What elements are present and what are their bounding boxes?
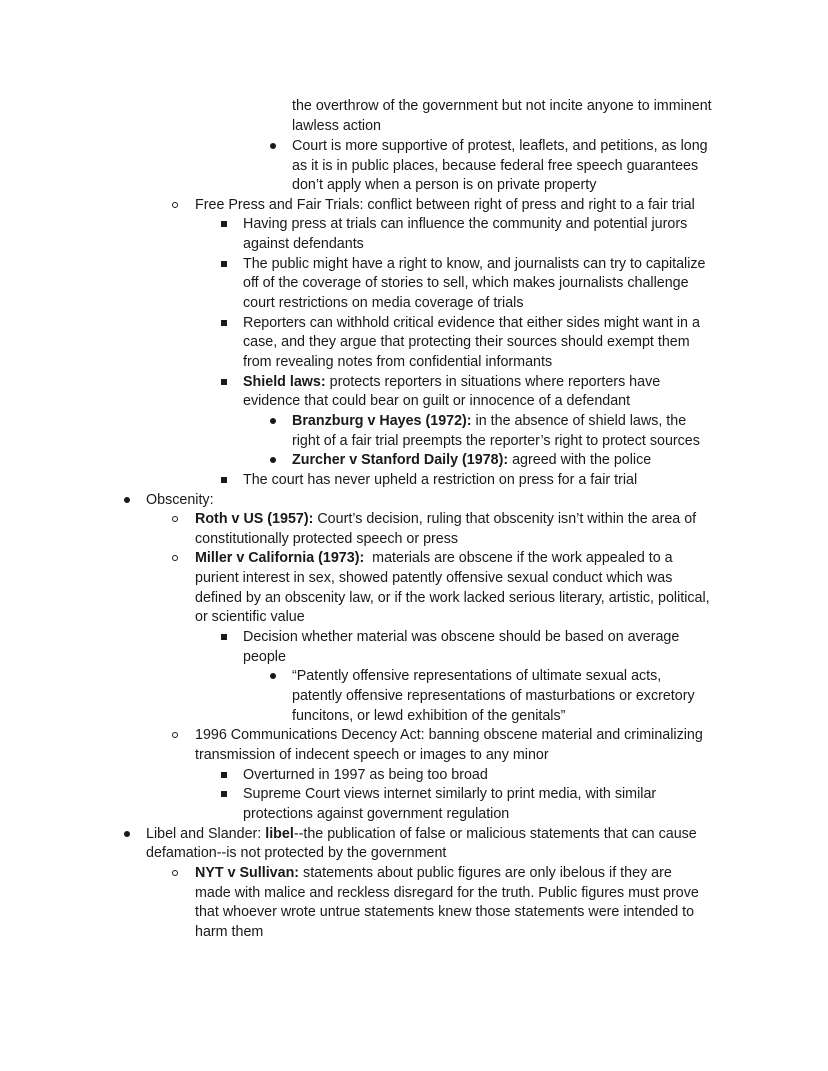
section-heading: Obscenity: <box>146 492 214 508</box>
text-line: purient interest in sex, showed patently offensive sexual conduct which was <box>195 570 673 586</box>
term-label: libel <box>265 826 294 842</box>
text-line: “Patently offensive representations of ultimate sexual acts, <box>292 668 662 684</box>
text-line: court restrictions on media coverage of trials <box>243 295 524 311</box>
bullet-dot-icon <box>263 666 283 686</box>
text-line: protections against government regulation <box>243 806 510 822</box>
text-line: case, and they argue that protecting their sources should exempt them <box>243 334 690 350</box>
bullet-square-icon <box>214 372 234 392</box>
text-line <box>292 411 686 431</box>
text-line: that whoever wrote untrue statements knew those statements were intended to <box>195 904 695 920</box>
bullet-square-icon <box>214 254 234 274</box>
text-line: Overturned in 1997 as being too broad <box>243 767 488 783</box>
text-line <box>292 450 651 470</box>
text-line: Court is more supportive of protest, leaflets, and petitions, as long <box>292 138 708 154</box>
bullet-circle-icon <box>165 548 185 568</box>
text-line: transmission of indecent speech or images to any minor <box>195 747 549 763</box>
text-line: people <box>243 649 286 665</box>
bullet-dot-icon <box>117 824 137 844</box>
text-line: harm them <box>195 924 264 940</box>
bullet-dot-icon <box>263 136 283 156</box>
text-line: Having press at trials can influence the community and potential jurors <box>243 216 688 232</box>
text-line: from revealing notes from confidential informants <box>243 354 553 370</box>
text-line: lawless action <box>292 118 381 134</box>
text-line: as it is in public places, because federal free speech guarantees <box>292 158 699 174</box>
case-name: NYT v Sullivan: <box>195 865 300 881</box>
text-line: constitutionally protected speech or press <box>195 531 459 547</box>
text-line: Free Press and Fair Trials: conflict between right of press and right to a fair trial <box>195 197 695 213</box>
bullet-square-icon <box>214 765 234 785</box>
bullet-circle-icon <box>165 195 185 215</box>
text-line: right of a fair trial preempts the reporter’s right to protect sources <box>292 433 700 449</box>
bullet-square-icon <box>214 313 234 333</box>
text-span: Libel and Slander: <box>146 826 266 842</box>
case-name: Miller v California (1973): <box>195 550 365 566</box>
text-span: Court’s decision, ruling that obscenity isn’t within the area of <box>313 511 697 527</box>
text-line: or scientific value <box>195 609 305 625</box>
text-line: The court has never upheld a restriction on press for a fair trial <box>243 472 638 488</box>
text-line: Reporters can withhold critical evidence that either sides might want in a <box>243 315 700 331</box>
text-line: defamation--is not protected by the government <box>146 845 447 861</box>
text-span: in the absence of shield laws, the <box>471 413 687 429</box>
text-line: The public might have a right to know, and journalists can try to capitalize <box>243 256 706 272</box>
case-name: Roth v US (1957): <box>195 511 314 527</box>
text-line: defined by an obscenity law, or if the work lacked serious literary, artistic, political, <box>195 590 710 606</box>
text-span: --the publication of false or malicious statements that can cause <box>293 826 697 842</box>
bullet-square-icon <box>214 627 234 647</box>
case-name: Zurcher v Stanford Daily (1978): <box>292 452 509 468</box>
text-line <box>195 509 696 529</box>
text-line: Supreme Court views internet similarly to print media, with similar <box>243 786 657 802</box>
term-label: Shield laws: <box>243 374 326 390</box>
text-span: materials are obscene if the work appealed to a <box>364 550 673 566</box>
text-line: patently offensive representations of masturbations or excretory <box>292 688 695 704</box>
bullet-dot-icon <box>263 411 283 431</box>
bullet-square-icon <box>214 784 234 804</box>
text-line: evidence that could bear on guilt or innocence of a defendant <box>243 393 631 409</box>
bullet-dot-icon <box>117 490 137 510</box>
text-line <box>195 863 672 883</box>
text-line: Decision whether material was obscene should be based on average <box>243 629 680 645</box>
text-line: made with malice and reckless disregard for the truth. Public figures must prove <box>195 885 699 901</box>
text-line <box>243 372 660 392</box>
bullet-square-icon <box>214 214 234 234</box>
text-line: don’t apply when a person is on private property <box>292 177 597 193</box>
case-name: Branzburg v Hayes (1972): <box>292 413 472 429</box>
text-line: funcitons, or lewd exhibition of the genitals” <box>292 708 566 724</box>
text-line <box>146 824 697 844</box>
bullet-circle-icon <box>165 509 185 529</box>
text-line: the overthrow of the government but not incite anyone to imminent <box>292 98 712 114</box>
text-line: off of the coverage of stories to sell, which makes journalists challenge <box>243 275 689 291</box>
text-line <box>195 548 673 568</box>
bullet-square-icon <box>214 470 234 490</box>
text-line: against defendants <box>243 236 364 252</box>
text-line: 1996 Communications Decency Act: banning obscene material and criminalizing <box>195 727 703 743</box>
text-span: statements about public figures are only ibelous if they are <box>299 865 672 881</box>
bullet-dot-icon <box>263 450 283 470</box>
bullet-circle-icon <box>165 725 185 745</box>
text-span: protects reporters in situations where reporters have <box>325 374 661 390</box>
text-span: agreed with the police <box>508 452 652 468</box>
bullet-circle-icon <box>165 863 185 883</box>
